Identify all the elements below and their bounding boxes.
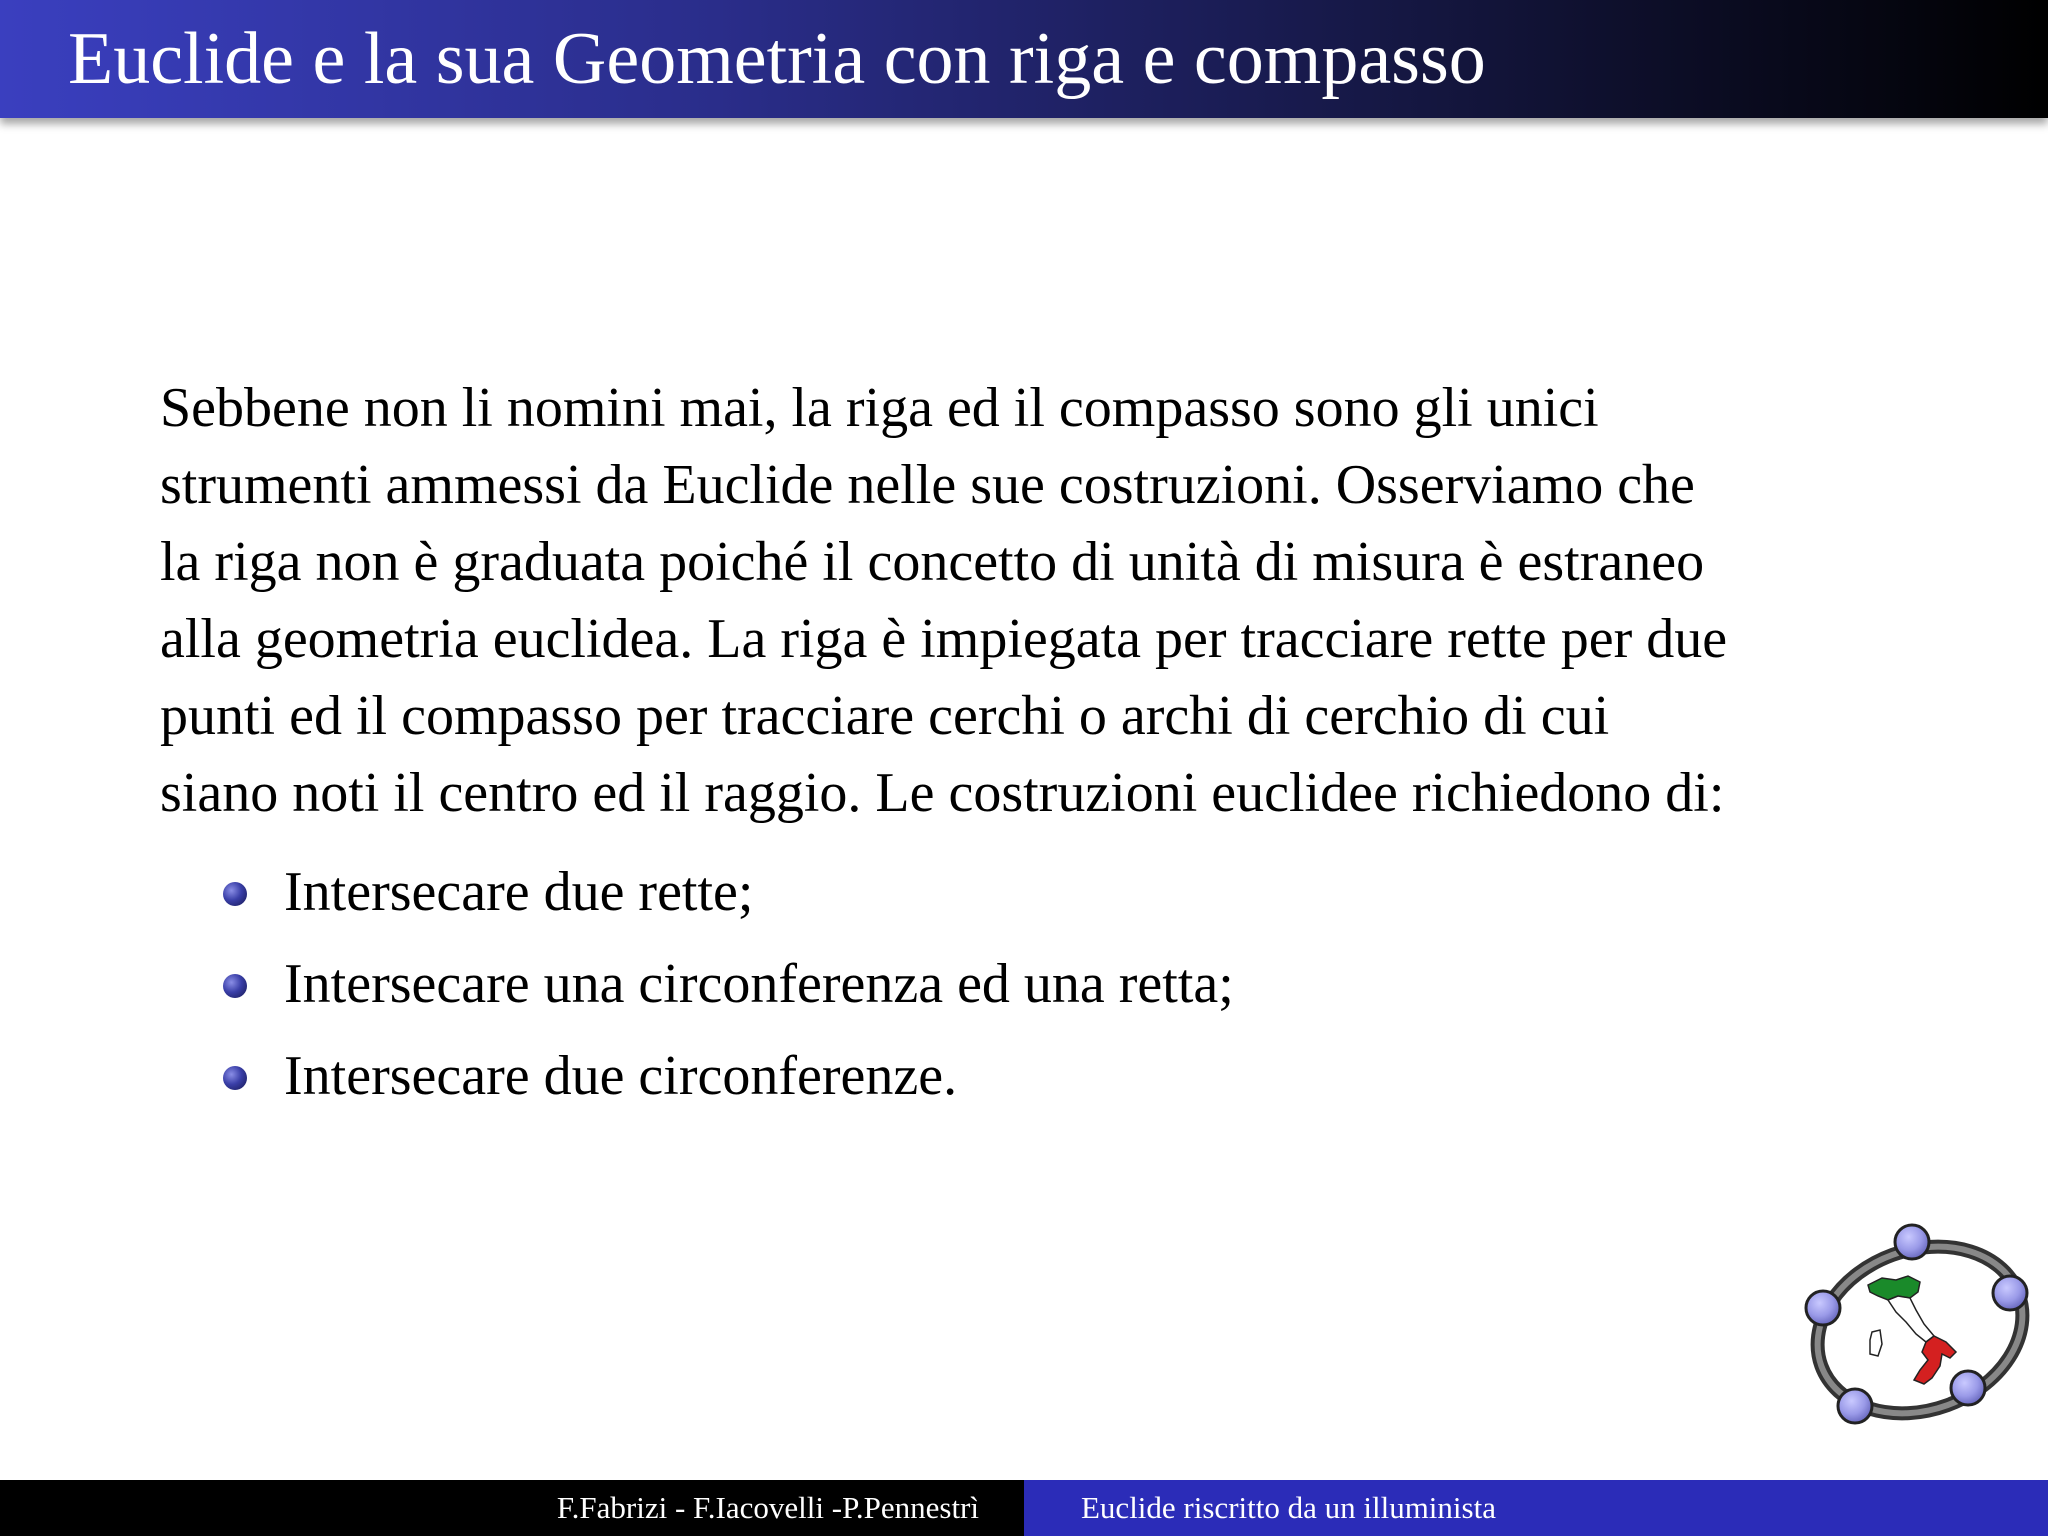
title-bar: [0, 0, 2048, 118]
bullet-item: [160, 938, 1900, 1030]
footer-authors: [0, 1480, 1024, 1536]
bullet-icon: [223, 1066, 247, 1090]
footer-title: [1024, 1480, 2048, 1536]
paragraph-line: siano noti il centro ed il raggio. Le costruzioni euclidee richiedono di:: [160, 762, 1725, 824]
body-paragraph: [160, 370, 1900, 832]
logo-node: [1951, 1371, 1985, 1405]
bullet-item: [160, 846, 1900, 938]
footer: [0, 1480, 2048, 1536]
logo-node: [1838, 1389, 1872, 1423]
bullet-icon: [223, 974, 247, 998]
footer-title-text: Euclide riscritto da un illuminista: [1081, 1490, 1496, 1525]
bullet-text: Intersecare due rette;: [284, 861, 754, 923]
logo-node: [1993, 1276, 2027, 1310]
bullet-icon: [223, 882, 247, 906]
paragraph-line: punti ed il compasso per tracciare cerchi o archi di cerchio di cui: [160, 685, 1610, 747]
footer-authors-text: F.Fabrizi - F.Iacovelli -P.Pennestrì: [556, 1490, 979, 1525]
paragraph-line: strumenti ammessi da Euclide nelle sue costruzioni. Osserviamo che: [160, 454, 1695, 516]
slide-title: Euclide e la sua Geometria con riga e compasso: [68, 18, 1486, 100]
paragraph-line: la riga non è graduata poiché il concetto di unità di misura è estraneo: [160, 531, 1705, 593]
logo-node: [1895, 1225, 1929, 1259]
slide-content: [160, 370, 1900, 1122]
paragraph-line: alla geometria euclidea. La riga è impiegata per tracciare rette per due: [160, 608, 1728, 670]
bullet-list: [160, 846, 1900, 1122]
bullet-text: Intersecare una circonferenza ed una retta;: [284, 953, 1234, 1015]
bullet-text: Intersecare due circonferenze.: [284, 1045, 958, 1107]
bullet-item: [160, 1030, 1900, 1122]
geogebra-italy-logo-icon: [1800, 1220, 2040, 1440]
logo-node: [1806, 1291, 1840, 1325]
paragraph-line: Sebbene non li nomini mai, la riga ed il compasso sono gli unici: [160, 377, 1599, 439]
